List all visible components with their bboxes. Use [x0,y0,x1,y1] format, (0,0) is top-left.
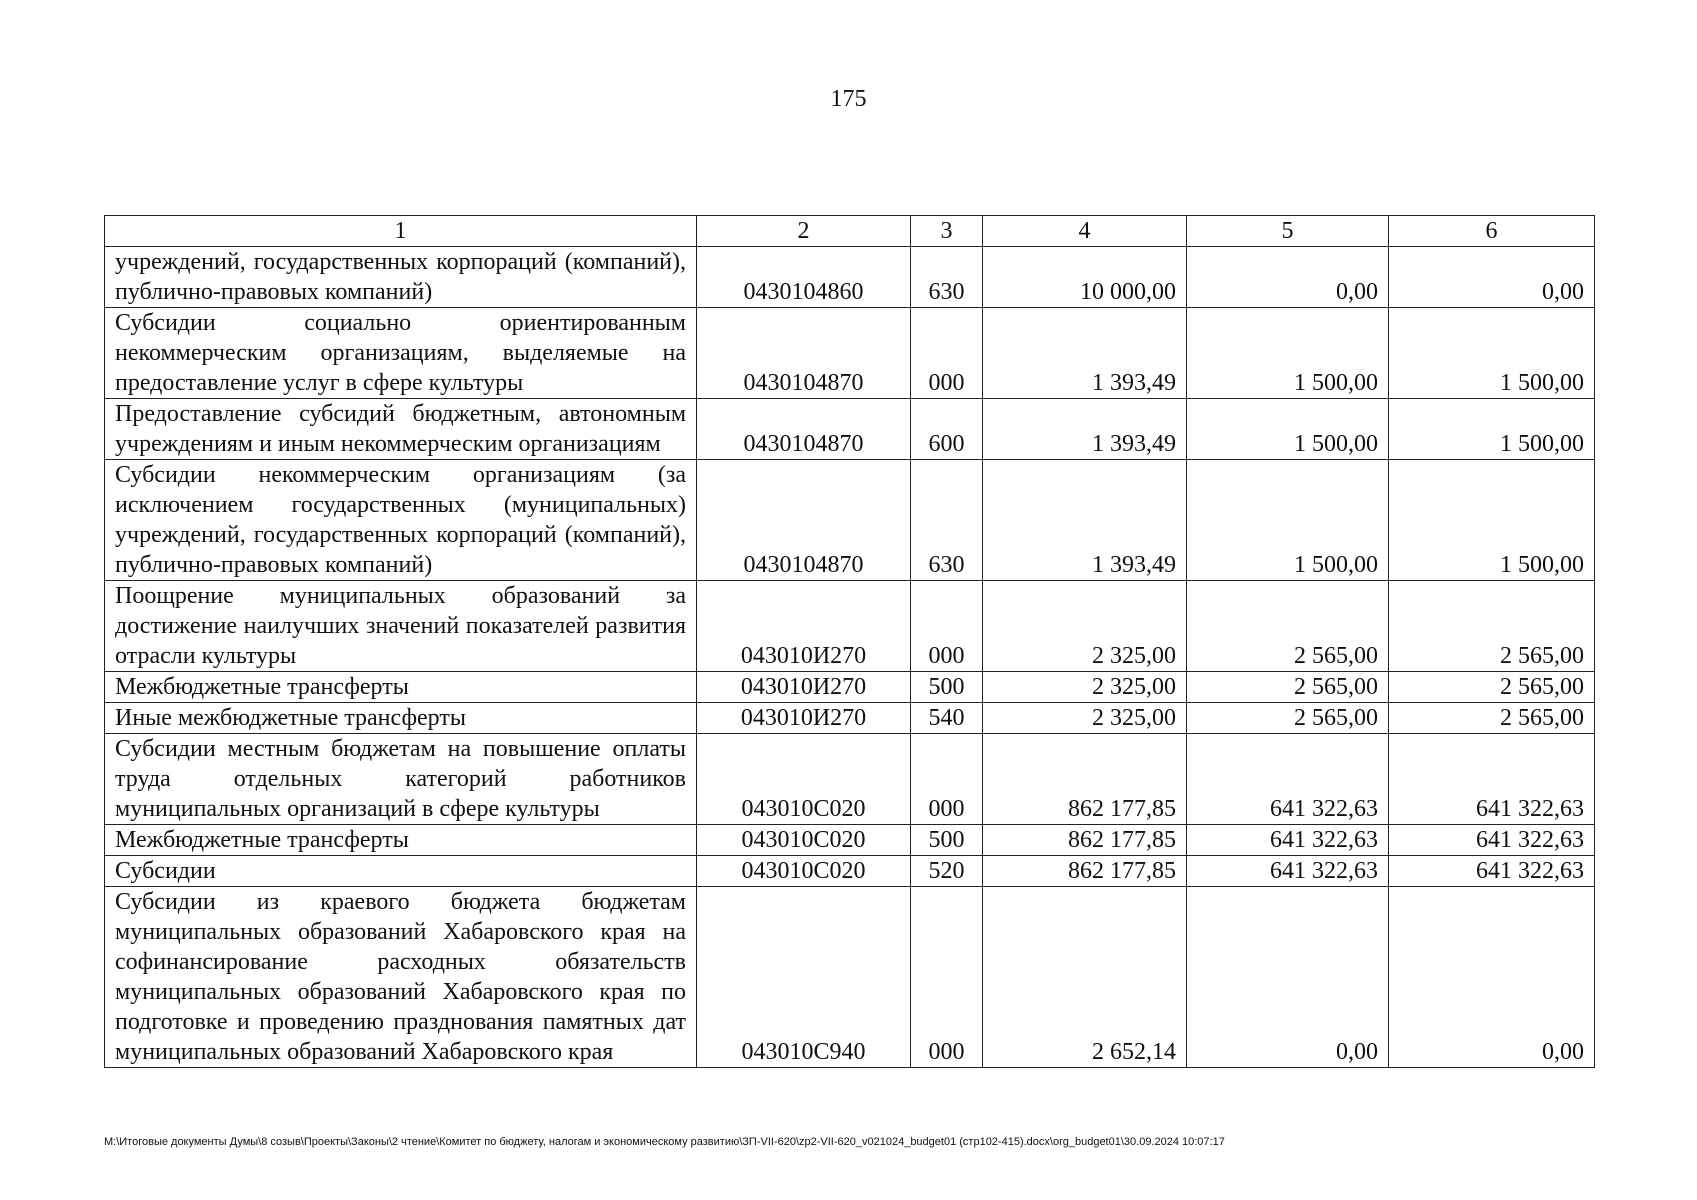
row-value-col4: 862 177,85 [983,856,1187,887]
row-value-col6: 641 322,63 [1389,856,1595,887]
row-code: 0430104860 [697,247,911,308]
row-value-col6: 641 322,63 [1389,734,1595,825]
row-value-col4: 862 177,85 [983,825,1187,856]
table-row [105,247,1595,308]
row-description: Субсидии местным бюджетам на повышение оплаты труда отдельных категорий работников муниципальных организаций в сфере культуры [105,734,697,825]
row-description: Субсидии [105,856,697,887]
row-value-col4: 1 393,49 [983,399,1187,460]
row-value-col5: 2 565,00 [1187,581,1389,672]
row-value-col5: 0,00 [1187,247,1389,308]
table-row [105,703,1595,734]
row-expense-type: 630 [911,460,983,581]
row-value-col5: 0,00 [1187,887,1389,1068]
row-value-col5: 2 565,00 [1187,703,1389,734]
row-value-col4: 10 000,00 [983,247,1187,308]
row-value-col6: 0,00 [1389,247,1595,308]
row-value-col4: 2 325,00 [983,703,1187,734]
column-header: 6 [1389,216,1595,247]
row-expense-type: 000 [911,734,983,825]
row-expense-type: 000 [911,308,983,399]
column-header: 4 [983,216,1187,247]
row-description: Субсидии социально ориентированным некоммерческим организациям, выделяемые на предоставление услуг в сфере культуры [105,308,697,399]
row-value-col4: 2 325,00 [983,581,1187,672]
row-expense-type: 520 [911,856,983,887]
table-row [105,672,1595,703]
row-value-col6: 2 565,00 [1389,672,1595,703]
row-value-col4: 2 325,00 [983,672,1187,703]
row-description: Предоставление субсидий бюджетным, автономным учреждениям и иным некоммерческим организациям [105,399,697,460]
column-header: 3 [911,216,983,247]
row-value-col6: 641 322,63 [1389,825,1595,856]
row-code: 043010С940 [697,887,911,1068]
row-value-col4: 1 393,49 [983,460,1187,581]
row-description: Иные межбюджетные трансферты [105,703,697,734]
table-row [105,399,1595,460]
row-description: Межбюджетные трансферты [105,825,697,856]
row-expense-type: 000 [911,887,983,1068]
table-row [105,856,1595,887]
table-row [105,734,1595,825]
row-value-col6: 2 565,00 [1389,581,1595,672]
row-value-col5: 641 322,63 [1187,856,1389,887]
row-code: 043010С020 [697,734,911,825]
row-value-col5: 1 500,00 [1187,308,1389,399]
row-code: 0430104870 [697,399,911,460]
row-value-col4: 862 177,85 [983,734,1187,825]
row-expense-type: 540 [911,703,983,734]
row-description: Субсидии из краевого бюджета бюджетам муниципальных образований Хабаровского края на софинансирование расходных обязательств муниципальных образований Хабаровского края по подготовке и проведению празднования памятных дат муниципальных образований Хабаровского края [105,887,697,1068]
row-value-col6: 1 500,00 [1389,399,1595,460]
row-value-col6: 0,00 [1389,887,1595,1068]
row-value-col6: 1 500,00 [1389,308,1595,399]
table-row [105,460,1595,581]
table-row [105,308,1595,399]
row-value-col5: 641 322,63 [1187,734,1389,825]
table-row [105,825,1595,856]
row-value-col6: 2 565,00 [1389,703,1595,734]
page-number: 175 [830,86,867,112]
row-code: 043010И270 [697,703,911,734]
row-description: учреждений, государственных корпораций (компаний), публично-правовых компаний) [105,247,697,308]
column-header: 1 [105,216,697,247]
row-expense-type: 600 [911,399,983,460]
column-number-row [105,216,1595,247]
row-code: 043010С020 [697,856,911,887]
row-value-col4: 1 393,49 [983,308,1187,399]
column-header: 5 [1187,216,1389,247]
row-description: Субсидии некоммерческим организациям (за исключением государственных (муниципальных) учреждений, государственных корпораций (компаний), публично-правовых компаний) [105,460,697,581]
document-path-footer: М:\Итоговые документы Думы\8 созыв\Проекты\Законы\2 чтение\Комитет по бюджету, налогам и экономическому развитию\ЗП-VII-620\zp2-VII-620_v021024_budget01 (стр102-415).docx\org_budget01\30.09.2024 10:07:17 [104,1136,1225,1148]
row-code: 043010С020 [697,825,911,856]
table-row [105,887,1595,1068]
table-row [105,581,1595,672]
row-value-col5: 1 500,00 [1187,460,1389,581]
row-value-col6: 1 500,00 [1389,460,1595,581]
row-value-col4: 2 652,14 [983,887,1187,1068]
row-code: 0430104870 [697,460,911,581]
row-expense-type: 000 [911,581,983,672]
row-expense-type: 500 [911,825,983,856]
row-value-col5: 641 322,63 [1187,825,1389,856]
row-expense-type: 630 [911,247,983,308]
row-expense-type: 500 [911,672,983,703]
row-code: 043010И270 [697,672,911,703]
column-header: 2 [697,216,911,247]
budget-table [104,215,1595,1068]
row-code: 0430104870 [697,308,911,399]
row-value-col5: 1 500,00 [1187,399,1389,460]
row-description: Поощрение муниципальных образований за достижение наилучших значений показателей развития отрасли культуры [105,581,697,672]
row-value-col5: 2 565,00 [1187,672,1389,703]
row-description: Межбюджетные трансферты [105,672,697,703]
row-code: 043010И270 [697,581,911,672]
